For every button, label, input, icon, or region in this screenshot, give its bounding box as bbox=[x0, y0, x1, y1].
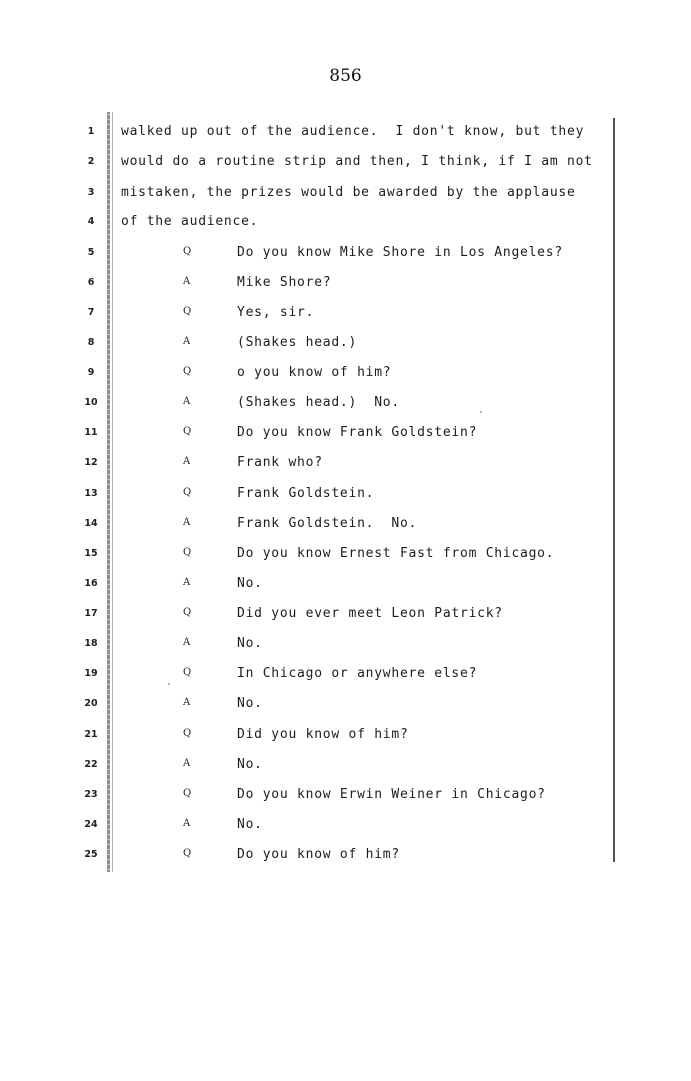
question-marker: Q bbox=[183, 487, 192, 498]
transcript-line bbox=[0, 606, 691, 626]
testimony-text: Frank Goldstein. No. bbox=[237, 516, 418, 531]
testimony-text: No. bbox=[237, 576, 263, 591]
line-number: 17 bbox=[84, 608, 98, 619]
testimony-text: Do you know Frank Goldstein? bbox=[237, 425, 478, 440]
line-number: 7 bbox=[87, 307, 95, 318]
transcript-line bbox=[0, 365, 691, 385]
testimony-text: would do a routine strip and then, I think, if I am not bbox=[121, 154, 593, 169]
testimony-text: No. bbox=[237, 696, 263, 711]
line-number: 1 bbox=[87, 126, 95, 137]
transcript-line bbox=[0, 305, 691, 325]
testimony-text: Mike Shore? bbox=[237, 275, 332, 290]
line-number: 4 bbox=[87, 216, 95, 227]
testimony-text: In Chicago or anywhere else? bbox=[237, 666, 478, 681]
transcript-line bbox=[0, 787, 691, 807]
line-number: 3 bbox=[87, 187, 95, 198]
line-number: 14 bbox=[84, 518, 98, 529]
testimony-text: Frank who? bbox=[237, 455, 323, 470]
answer-marker: A bbox=[183, 517, 191, 528]
line-number: 8 bbox=[87, 337, 95, 348]
page-number: 856 bbox=[329, 66, 362, 86]
question-marker: Q bbox=[183, 366, 192, 377]
line-number: 6 bbox=[87, 277, 95, 288]
testimony-text: No. bbox=[237, 817, 263, 832]
question-marker: Q bbox=[183, 728, 192, 739]
transcript-line bbox=[0, 847, 691, 867]
transcript-line bbox=[0, 425, 691, 445]
testimony-text: mistaken, the prizes would be awarded by the applause bbox=[121, 185, 576, 200]
testimony-text: Yes, sir. bbox=[237, 305, 315, 320]
answer-marker: A bbox=[183, 396, 191, 407]
transcript-line bbox=[0, 275, 691, 295]
line-number: 24 bbox=[84, 819, 98, 830]
testimony-text: Do you know Erwin Weiner in Chicago? bbox=[237, 787, 546, 802]
question-marker: Q bbox=[183, 667, 192, 678]
line-number: 13 bbox=[84, 488, 98, 499]
transcript-line bbox=[0, 335, 691, 355]
testimony-text: of the audience. bbox=[121, 214, 259, 229]
question-marker: Q bbox=[183, 848, 192, 859]
transcript-line bbox=[0, 124, 691, 144]
question-marker: Q bbox=[183, 788, 192, 799]
testimony-text: Do you know Mike Shore in Los Angeles? bbox=[237, 245, 563, 260]
line-number: 5 bbox=[87, 247, 95, 258]
answer-marker: A bbox=[183, 456, 191, 467]
transcript-line bbox=[0, 185, 691, 205]
line-number: 9 bbox=[87, 367, 95, 378]
transcript-line bbox=[0, 245, 691, 265]
transcript-line bbox=[0, 546, 691, 566]
testimony-text: Did you ever meet Leon Patrick? bbox=[237, 606, 503, 621]
transcript-line bbox=[0, 154, 691, 174]
transcript-line bbox=[0, 636, 691, 656]
testimony-text: No. bbox=[237, 636, 263, 651]
testimony-text: (Shakes head.) bbox=[237, 335, 358, 350]
testimony-text: o you know of him? bbox=[237, 365, 392, 380]
question-marker: Q bbox=[183, 547, 192, 558]
line-number: 22 bbox=[84, 759, 98, 770]
testimony-text: Frank Goldstein. bbox=[237, 486, 375, 501]
line-number: 23 bbox=[84, 789, 98, 800]
line-number: 2 bbox=[87, 156, 95, 167]
transcript-line bbox=[0, 727, 691, 747]
line-number: 21 bbox=[84, 729, 98, 740]
line-number: 25 bbox=[84, 849, 98, 860]
line-number: 18 bbox=[84, 638, 98, 649]
line-number: 11 bbox=[84, 427, 98, 438]
testimony-text: No. bbox=[237, 757, 263, 772]
answer-marker: A bbox=[183, 336, 191, 347]
line-number: 15 bbox=[84, 548, 98, 559]
answer-marker: A bbox=[183, 577, 191, 588]
transcript-line bbox=[0, 395, 691, 415]
answer-marker: A bbox=[183, 818, 191, 829]
testimony-text: Do you know Ernest Fast from Chicago. bbox=[237, 546, 555, 561]
transcript-line bbox=[0, 455, 691, 475]
transcript-line bbox=[0, 757, 691, 777]
transcript-line bbox=[0, 696, 691, 716]
transcript-line bbox=[0, 666, 691, 686]
testimony-text: Do you know of him? bbox=[237, 847, 400, 862]
line-number: 10 bbox=[84, 397, 98, 408]
transcript-line bbox=[0, 516, 691, 536]
testimony-text: Did you know of him? bbox=[237, 727, 409, 742]
transcript-line bbox=[0, 214, 691, 234]
transcript-line bbox=[0, 817, 691, 837]
question-marker: Q bbox=[183, 607, 192, 618]
testimony-text: walked up out of the audience. I don't know, but they bbox=[121, 124, 585, 139]
answer-marker: A bbox=[183, 758, 191, 769]
line-number: 20 bbox=[84, 698, 98, 709]
question-marker: Q bbox=[183, 426, 192, 437]
answer-marker: A bbox=[183, 697, 191, 708]
line-number: 16 bbox=[84, 578, 98, 589]
answer-marker: A bbox=[183, 276, 191, 287]
testimony-text: (Shakes head.) No. bbox=[237, 395, 400, 410]
line-number: 19 bbox=[84, 668, 98, 679]
line-number: 12 bbox=[84, 457, 98, 468]
question-marker: Q bbox=[183, 246, 192, 257]
question-marker: Q bbox=[183, 306, 192, 317]
answer-marker: A bbox=[183, 637, 191, 648]
scan-speck bbox=[168, 683, 170, 685]
transcript-line bbox=[0, 576, 691, 596]
scan-speck bbox=[480, 411, 482, 413]
transcript-line bbox=[0, 486, 691, 506]
